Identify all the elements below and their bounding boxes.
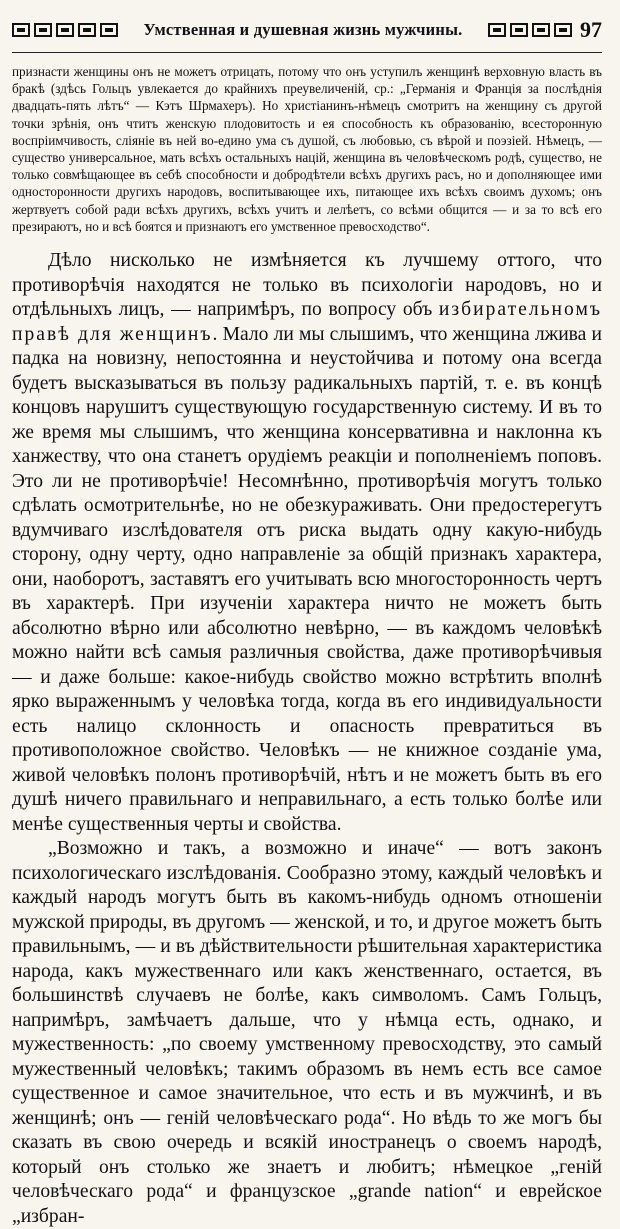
paragraph-2: „Возможно и такъ, а возможно и иначе“ — вотъ законъ психологическаго изслѣдованiя. Сообразно этому, каждый человѣкъ и каждый народъ могутъ быть въ какомъ-нибудь одномъ отношенiи мужской природы, въ другомъ — женской, и то, и другое можетъ быть правильнымъ, — и въ дѣйствительности рѣшительная характеристика народа, какъ мужественнаго или какъ женственнаго, остается, въ большинствѣ случаевъ не болѣе, какъ символомъ. Самъ Гольцъ, напримѣръ, замѣчаетъ дальше, что у нѣмца есть, однако, и мужественность: „по своему умственному превосходству, это самый мужественный человѣкъ; такимъ образомъ въ немъ есть все самое существенное и самое значительное, что есть и въ мужчинѣ, и въ женщинѣ; онъ — генiй человѣческаго рода“. Но вѣдь то же могъ бы сказать въ свою очередь и всякiй иностранецъ о своемъ народѣ, который онъ столько же знаетъ и любитъ; нѣмецкое „генiй человѣческаго рода“ и французское „grande nation“ и еврейское „избран- <box>12 838 602 1227</box>
header-ornament-right <box>488 23 572 37</box>
page-number: 97 <box>580 17 602 42</box>
running-header <box>12 8 602 53</box>
paragraph-1-part-2: . Мало ли мы слышимъ, что женщина лжива и падка на новизну, непостоянна и неустойчива и потому она всегда будетъ высказываться въ пользу радикальныхъ партiй, т. е. въ концѣ концовъ нарушитъ существующую государственную систему. И въ то же время мы слышимъ, что женщина консервативна и наклонна къ ханжеству, что она станетъ орудiемъ реакцiи и пополненiемъ поповъ. Это ли не противорѣчiе! Несомнѣнно, противорѣчiя могутъ только сдѣлать осмотрительнѣе, но не обезкураживать. Они предостерегутъ вдумчиваго изслѣдователя отъ риска выдать одну какую-нибудь сторону, одну черту, одно направленiе за общiй признакъ характера, они, наоборотъ, заставятъ его учитывать всю многосторонность чертъ въ характерѣ. При изученiи характера ничто не можетъ быть абсолютно вѣрно или абсолютно невѣрно, — въ каждомъ человѣкѣ можно найти всѣ самыя различныя свойства, даже противорѣчивыя — и даже больше: какое-нибудь свойство можно встрѣтить вполнѣ ярко выраженнымъ у человѣка тогда, когда въ его индивидуальности есть налицо склонность и опасность превратиться въ противоположное свойство. Человѣкъ — не книжное созданiе ума, живой человѣкъ полонъ противорѣчiй, нѣтъ и не можетъ быть въ его душѣ ничего правильнаго и неправильнаго, а есть только болѣе или менѣе существенныя черты и свойства. <box>12 323 602 835</box>
paragraph-1-spaced-phrase: избирательномъ правѣ для женщинъ <box>12 299 602 345</box>
header-ornament-left <box>12 23 118 37</box>
quote-block: признасти женщины онъ не можетъ отрицать, потому что онъ уступилъ женщинѣ верховную власть въ бракѣ (здѣсь Гольцъ увлекается до крайнихъ преувеличенiй, ср.: „Германiя и Францiя за послѣднiя двадцать-пять лѣтъ“ — Кэтъ Шрмахеръ). Но христiанинъ-нѣмецъ смотритъ на женщину съ другой точки зрѣнiя, онъ чтитъ женскую плодовитость и ея способность къ образованiю, всесторонную воспрiимчивость, слiянiе въ ней во-едино ума съ душой, съ любовью, съ вѣрой и поэзiей. Нѣмецъ, — существо универсальное, мать всѣхъ остальныхъ нацiй, женщина въ человѣческомъ родѣ, существо, не только совмѣщающее въ себѣ способности и добродѣтели всѣхъ другихъ расъ, но и дополняющее ими односторонности другихъ народовъ, воспитывающее ихъ, питающее ихъ всѣхъ своимъ духомъ; онъ жертвуетъ собой ради всѣхъ другихъ, всѣхъ учитъ и лелѣетъ, со всѣми общится — и за то всѣ его презираютъ, но и всѣ боятся и признаютъ его умственное превосходство“. <box>12 64 602 234</box>
running-title: Умственная и душевная жизнь мужчины. <box>143 20 463 39</box>
paragraph-1-part-1: Дѣло нисколько не измѣняется къ лучшему оттого, что противорѣчiя находятся не только въ психологiи народовъ, но и отдѣльныхъ лицъ, — напримѣръ, по вопросу объ <box>12 250 602 321</box>
paragraph-1 <box>12 249 602 837</box>
main-text <box>12 249 602 1229</box>
